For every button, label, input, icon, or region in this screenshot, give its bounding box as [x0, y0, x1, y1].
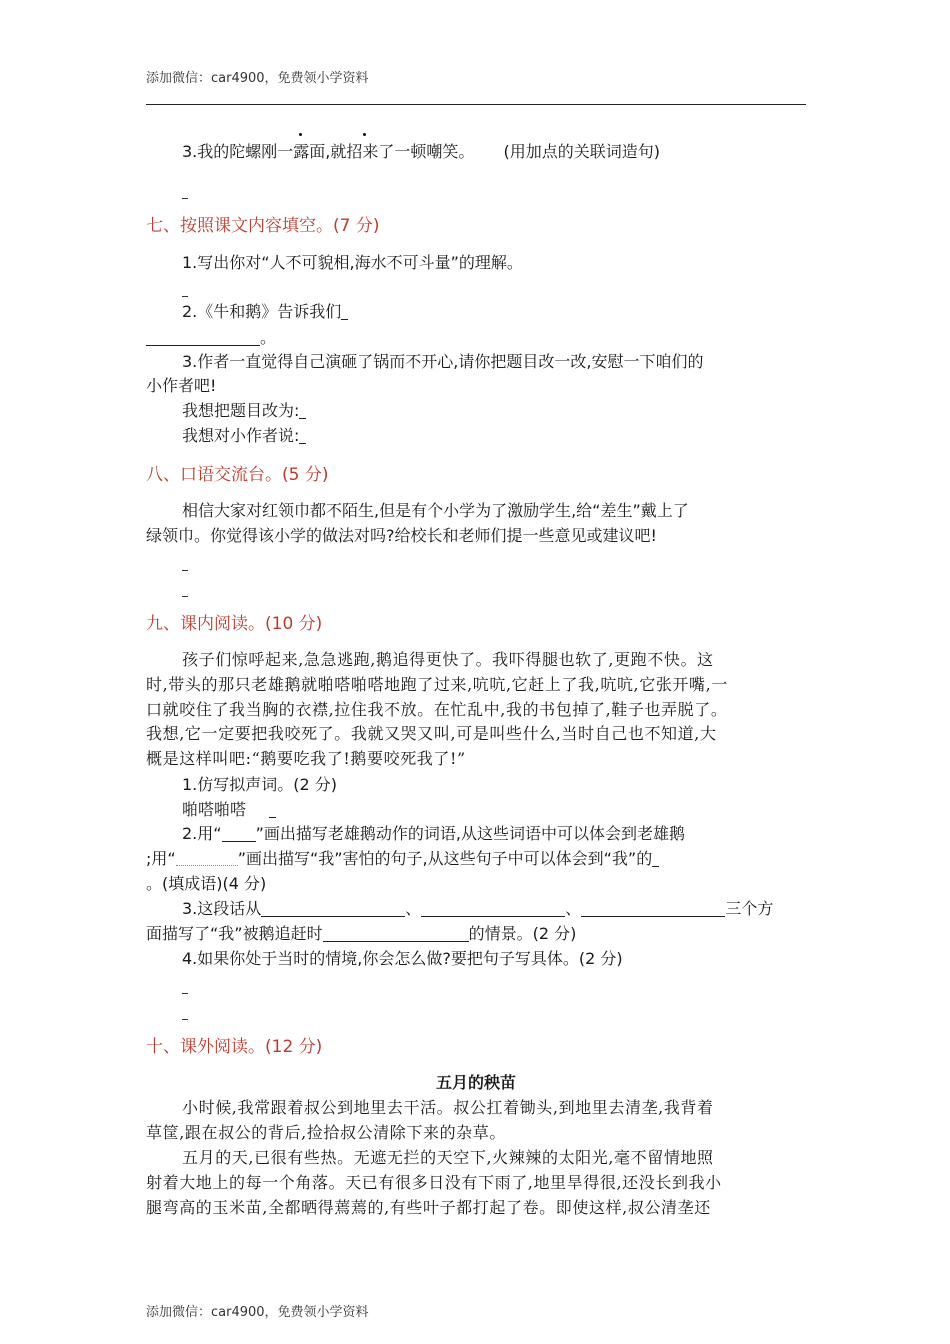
- story-title: 五月的秧苗: [435, 1073, 516, 1092]
- s9-q3-row1: [182, 897, 806, 921]
- s9-q2-row2: [146, 847, 806, 871]
- answer-blank[interactable]: [146, 329, 260, 346]
- s9-q4: 4.如果你处于当时的情境,你会怎么做?要把句子写具体。(2 分): [182, 949, 623, 968]
- wavy-underline-sample: [176, 851, 238, 866]
- s9-q3-d: 的情景。(2 分): [468, 924, 577, 943]
- answer-line: [182, 596, 188, 597]
- s9-q2-row1: [182, 822, 806, 846]
- s9-passage-line: 口就咬住了我当胸的衣襟,拉住我不放。在忙乱中,我的书包掉了,鞋子也弄脱了。: [146, 700, 728, 719]
- s7-q3-line1: 3.作者一直觉得自己演砸了锅而不开心,请你把题目改一改,安慰一下咱们的: [182, 352, 704, 371]
- answer-line: [182, 296, 188, 297]
- story-line: 草筐,跟在叔公的背后,捡拾叔公清除下来的杂草。: [146, 1123, 506, 1142]
- s7-q3-line2: 小作者吧!: [146, 376, 217, 395]
- s9-q1: 1.仿写拟声词。(2 分): [182, 775, 338, 794]
- answer-blank[interactable]: [323, 925, 469, 942]
- s9-passage-line: 孩子们惊呼起来,急急逃跑,鹅追得更快了。我吓得腿也软了,更跑不快。这: [182, 650, 714, 669]
- story-line: 五月的天,已很有些热。无遮无拦的天空下,火辣辣的太阳光,毫不留情地照: [182, 1148, 714, 1167]
- answer-line: [182, 570, 188, 571]
- answer-blank[interactable]: [269, 801, 276, 818]
- s9-q1-example: 啪嗒啪嗒: [182, 800, 247, 819]
- emphasis-dot: [299, 133, 302, 136]
- page-footer: 添加微信：car4900，免费领小学资料: [146, 1305, 369, 1320]
- answer-blank[interactable]: [581, 900, 725, 917]
- answer-line: [182, 993, 188, 994]
- answer-blank[interactable]: [261, 900, 405, 917]
- q6-item3-hint: (用加点的关联词造句): [503, 142, 660, 161]
- s9-passage-line: 我想,它一定要把我咬死了。我就又哭又叫,可是叫些什么,当时自己也不知道,大: [146, 724, 717, 743]
- answer-line: [182, 198, 188, 199]
- underline-sample: [222, 825, 256, 842]
- answer-blank[interactable]: [341, 303, 348, 320]
- header-divider: [146, 104, 806, 105]
- s9-q3-a: 3.这段话从: [182, 899, 262, 918]
- answer-blank[interactable]: [652, 850, 659, 867]
- page-header: 添加微信：car4900，免费领小学资料: [146, 71, 369, 86]
- s7-q2-end: 。: [260, 328, 277, 347]
- s9-q1-example-row: [182, 798, 806, 822]
- answer-blank[interactable]: [299, 402, 306, 419]
- s9-q3-row2: [146, 922, 806, 946]
- s7-q2-text: 2.《牛和鹅》告诉我们: [182, 302, 342, 321]
- s7-q3-a: [182, 399, 806, 423]
- story-line: 小时候,我常跟着叔公到地里去干活。叔公扛着锄头,到地里去清垄,我背着: [182, 1098, 714, 1117]
- answer-blank[interactable]: [421, 900, 565, 917]
- s9-q2-c: ;用“: [146, 849, 176, 868]
- s9-q3-b: 三个方: [725, 899, 774, 918]
- s9-q2-d: ”画出描写“我”害怕的句子,从这些句子中可以体会到“我”的: [237, 849, 653, 868]
- s7-q2: [182, 300, 806, 324]
- s8-line2: 绿领巾。你觉得该小学的做法对吗?给校长和老师们提一些意见或建议吧!: [146, 526, 657, 545]
- section9-title: 九、课内阅读。(10 分): [146, 614, 323, 634]
- section8-title: 八、口语交流台。(5 分): [146, 465, 329, 485]
- q6-item3: [182, 140, 806, 164]
- section7-title: 七、按照课文内容填空。(7 分): [146, 216, 380, 236]
- story-line: 射着大地上的每一个角落。天已有很多日没有下雨了,地里旱得很,还没长到我小: [146, 1173, 722, 1192]
- s9-q2-row3: 。(填成语)(4 分): [146, 874, 267, 893]
- s7-q3-b: [182, 424, 806, 448]
- emphasis-dot: [363, 133, 366, 136]
- s7-q2-cont: [146, 326, 806, 350]
- s9-q3-c: 面描写了“我”被鹅追赶时: [146, 924, 323, 943]
- s9-q2-b: ”画出描写老雄鹅动作的词语,从这些词语中可以体会到老雄鹅: [255, 824, 685, 843]
- s9-q2-a: 2.用“: [182, 824, 222, 843]
- s9-passage-line: 概是这样叫吧:“鹅要吃我了!鹅要咬死我了!”: [146, 749, 466, 768]
- s7-q1: 1.写出你对“人不可貌相,海水不可斗量”的理解。: [182, 253, 523, 272]
- s8-line1: 相信大家对红领巾都不陌生,但是有个小学为了激励学生,给“差生”戴上了: [182, 501, 689, 520]
- s7-q3-a-text: 我想把题目改为:: [182, 401, 300, 420]
- story-line: 腿弯高的玉米苗,全都晒得蔫蔫的,有些叶子都打起了卷。即使这样,叔公清垄还: [146, 1198, 711, 1217]
- answer-line: [182, 1019, 188, 1020]
- s9-passage-line: 时,带头的那只老雄鹅就啪嗒啪嗒地跑了过来,吭吭,它赶上了我,吭吭,它张开嘴,一: [146, 675, 728, 694]
- s9-q3-sep: 、: [565, 899, 582, 918]
- s7-q3-b-text: 我想对小作者说:: [182, 426, 300, 445]
- answer-blank[interactable]: [299, 427, 306, 444]
- section10-title: 十、课外阅读。(12 分): [146, 1037, 323, 1057]
- s9-q3-sep: 、: [405, 899, 422, 918]
- q6-item3-text: 3.我的陀螺刚一露面,就招来了一顿嘲笑。: [182, 142, 475, 161]
